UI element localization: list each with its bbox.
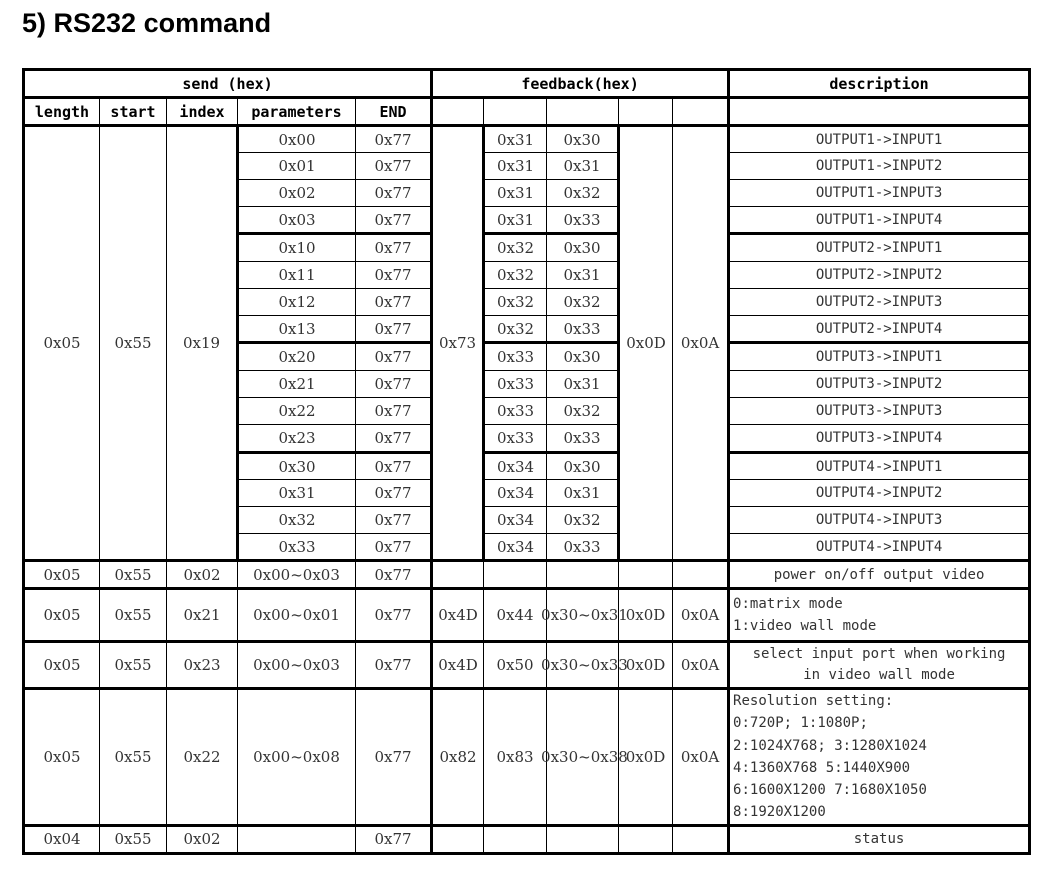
feedback-empty-cell (673, 561, 729, 589)
end-cell: 0x77 (356, 343, 432, 371)
feedback-byte-cell: 0x34 (484, 507, 547, 534)
feedback-byte-cell: 0x32 (547, 507, 619, 534)
rs232-command-table (22, 68, 1031, 855)
switch-row (24, 126, 1030, 153)
feedback-byte-cell: 0x33 (547, 534, 619, 561)
feedback-subheader-empty (673, 98, 729, 126)
end-cell: 0x77 (356, 642, 432, 689)
description-cell: OUTPUT1->INPUT4 (729, 207, 1030, 234)
description-cell: OUTPUT2->INPUT3 (729, 289, 1030, 316)
feedback-byte-cell: 0x32 (547, 398, 619, 425)
end-cell: 0x77 (356, 371, 432, 398)
parameter-cell: 0x33 (238, 534, 356, 561)
description-cell: OUTPUT1->INPUT1 (729, 126, 1030, 153)
description-line: 4:1360X768 5:1440X900 (733, 759, 911, 776)
feedback-byte-cell: 0x83 (484, 689, 547, 826)
feedback-range-cell: 0x30~0x31 (547, 589, 619, 642)
description-cell: OUTPUT2->INPUT1 (729, 234, 1030, 262)
parameter-cell: 0x12 (238, 289, 356, 316)
parameters-header: parameters (238, 98, 356, 126)
description-cell: OUTPUT4->INPUT4 (729, 534, 1030, 561)
feedback-byte-cell: 0x31 (547, 480, 619, 507)
description-cell: OUTPUT3->INPUT2 (729, 371, 1030, 398)
parameter-cell: 0x30 (238, 453, 356, 480)
feedback-lf-cell: 0x0A (673, 126, 729, 561)
feedback-cr-cell: 0x0D (619, 642, 673, 689)
index-header: index (167, 98, 238, 126)
length-cell: 0x05 (24, 589, 100, 642)
parameter-cell: 0x00 (238, 126, 356, 153)
parameter-cell: 0x10 (238, 234, 356, 262)
end-header: END (356, 98, 432, 126)
feedback-byte-cell: 0x32 (484, 316, 547, 343)
end-cell: 0x77 (356, 480, 432, 507)
feedback-byte-cell: 0x33 (484, 343, 547, 371)
parameter-cell: 0x02 (238, 180, 356, 207)
parameter-cell: 0x01 (238, 153, 356, 180)
parameter-cell: 0x22 (238, 398, 356, 425)
end-cell: 0x77 (356, 825, 432, 853)
feedback-byte-cell: 0x32 (484, 234, 547, 262)
feedback-subheader-empty (484, 98, 547, 126)
feedback-byte-cell: 0x31 (547, 262, 619, 289)
length-cell: 0x04 (24, 825, 100, 853)
feedback-header: feedback(hex) (432, 70, 729, 98)
index-cell: 0x19 (167, 126, 238, 561)
parameter-cell: 0x31 (238, 480, 356, 507)
video-wall-row (24, 642, 1030, 689)
parameter-cell: 0x00~0x01 (238, 589, 356, 642)
feedback-cr-cell: 0x0D (619, 589, 673, 642)
feedback-range-cell: 0x30~0x38 (547, 689, 619, 826)
parameter-cell: 0x21 (238, 371, 356, 398)
description-cell: OUTPUT2->INPUT4 (729, 316, 1030, 343)
parameter-cell: 0x20 (238, 343, 356, 371)
description-header: description (729, 70, 1030, 98)
parameter-cell: 0x32 (238, 507, 356, 534)
index-cell: 0x02 (167, 825, 238, 853)
status-row (24, 825, 1030, 853)
feedback-byte-cell: 0x50 (484, 642, 547, 689)
feedback-head-cell: 0x73 (432, 126, 484, 561)
feedback-empty-cell (619, 561, 673, 589)
end-cell: 0x77 (356, 398, 432, 425)
description-cell (729, 689, 1030, 826)
parameter-cell: 0x13 (238, 316, 356, 343)
matrix-mode-row (24, 589, 1030, 642)
feedback-lf-cell: 0x0A (673, 689, 729, 826)
feedback-byte-cell: 0x32 (484, 262, 547, 289)
feedback-byte-cell: 0x30 (547, 234, 619, 262)
end-cell: 0x77 (356, 180, 432, 207)
start-cell: 0x55 (100, 642, 167, 689)
start-cell: 0x55 (100, 561, 167, 589)
feedback-subheader-empty (547, 98, 619, 126)
feedback-byte-cell: 0x32 (547, 289, 619, 316)
feedback-range-cell: 0x30~0x33 (547, 642, 619, 689)
feedback-byte-cell: 0x82 (432, 689, 484, 826)
parameter-cell: 0x11 (238, 262, 356, 289)
feedback-byte-cell: 0x31 (484, 126, 547, 153)
end-cell: 0x77 (356, 289, 432, 316)
index-cell: 0x21 (167, 589, 238, 642)
description-line: select input port when working (752, 646, 1006, 662)
feedback-byte-cell: 0x33 (484, 371, 547, 398)
feedback-byte-cell: 0x32 (484, 289, 547, 316)
feedback-byte-cell: 0x4D (432, 589, 484, 642)
end-cell: 0x77 (356, 207, 432, 234)
description-cell (729, 589, 1030, 642)
description-cell: OUTPUT1->INPUT3 (729, 180, 1030, 207)
feedback-byte-cell: 0x33 (547, 425, 619, 453)
end-cell: 0x77 (356, 262, 432, 289)
feedback-byte-cell: 0x33 (484, 398, 547, 425)
feedback-cr-cell: 0x0D (619, 126, 673, 561)
feedback-lf-cell: 0x0A (673, 589, 729, 642)
feedback-byte-cell: 0x31 (484, 153, 547, 180)
parameter-cell: 0x23 (238, 425, 356, 453)
description-cell: OUTPUT4->INPUT2 (729, 480, 1030, 507)
feedback-subheader-empty (432, 98, 484, 126)
feedback-byte-cell: 0x31 (484, 207, 547, 234)
description-line: 1:video wall mode (733, 618, 877, 634)
start-cell: 0x55 (100, 825, 167, 853)
feedback-empty-cell (432, 561, 484, 589)
feedback-empty-cell (547, 561, 619, 589)
feedback-byte-cell: 0x30 (547, 453, 619, 480)
parameter-cell: 0x00~0x08 (238, 689, 356, 826)
start-cell: 0x55 (100, 589, 167, 642)
feedback-empty-cell (673, 825, 729, 853)
end-cell: 0x77 (356, 589, 432, 642)
feedback-byte-cell: 0x4D (432, 642, 484, 689)
feedback-empty-cell (432, 825, 484, 853)
end-cell: 0x77 (356, 153, 432, 180)
end-cell: 0x77 (356, 561, 432, 589)
feedback-byte-cell: 0x33 (547, 316, 619, 343)
feedback-byte-cell: 0x34 (484, 534, 547, 561)
start-cell: 0x55 (100, 126, 167, 561)
parameter-cell: 0x03 (238, 207, 356, 234)
description-line: in video wall mode (803, 667, 955, 683)
subheader-row (24, 98, 1030, 126)
description-cell: OUTPUT1->INPUT2 (729, 153, 1030, 180)
end-cell: 0x77 (356, 234, 432, 262)
index-cell: 0x22 (167, 689, 238, 826)
end-cell: 0x77 (356, 126, 432, 153)
length-cell: 0x05 (24, 689, 100, 826)
description-subheader-empty (729, 98, 1030, 126)
feedback-byte-cell: 0x34 (484, 480, 547, 507)
feedback-lf-cell: 0x0A (673, 642, 729, 689)
feedback-byte-cell: 0x33 (484, 425, 547, 453)
description-cell: OUTPUT2->INPUT2 (729, 262, 1030, 289)
send-header: send (hex) (24, 70, 432, 98)
length-cell: 0x05 (24, 126, 100, 561)
feedback-empty-cell (547, 825, 619, 853)
feedback-byte-cell: 0x31 (547, 153, 619, 180)
page-title: 5) RS232 command (22, 8, 272, 38)
power-row (24, 561, 1030, 589)
feedback-byte-cell: 0x33 (547, 207, 619, 234)
feedback-empty-cell (484, 561, 547, 589)
description-line: 2:1024X768; 3:1280X1024 (733, 737, 927, 754)
start-header: start (100, 98, 167, 126)
header-row (24, 70, 1030, 98)
parameter-cell: 0x00~0x03 (238, 561, 356, 589)
description-line: Resolution setting: (733, 693, 894, 709)
parameter-cell (238, 825, 356, 853)
feedback-byte-cell: 0x34 (484, 453, 547, 480)
end-cell: 0x77 (356, 534, 432, 561)
feedback-subheader-empty (619, 98, 673, 126)
index-cell: 0x23 (167, 642, 238, 689)
description-cell: status (729, 825, 1030, 853)
description-cell: OUTPUT3->INPUT1 (729, 343, 1030, 371)
description-cell (729, 642, 1030, 689)
start-cell: 0x55 (100, 689, 167, 826)
parameter-cell: 0x00~0x03 (238, 642, 356, 689)
description-line: 0:matrix mode (733, 596, 843, 612)
description-line: 6:1600X1200 7:1680X1050 (733, 782, 927, 799)
length-cell: 0x05 (24, 642, 100, 689)
description-cell: OUTPUT3->INPUT3 (729, 398, 1030, 425)
feedback-byte-cell: 0x30 (547, 126, 619, 153)
feedback-byte-cell: 0x31 (547, 371, 619, 398)
resolution-row (24, 689, 1030, 826)
description-cell: OUTPUT4->INPUT3 (729, 507, 1030, 534)
end-cell: 0x77 (356, 453, 432, 480)
feedback-empty-cell (484, 825, 547, 853)
length-cell: 0x05 (24, 561, 100, 589)
description-cell: power on/off output video (729, 561, 1030, 589)
feedback-byte-cell: 0x30 (547, 343, 619, 371)
end-cell: 0x77 (356, 425, 432, 453)
feedback-cr-cell: 0x0D (619, 689, 673, 826)
length-header: length (24, 98, 100, 126)
feedback-empty-cell (619, 825, 673, 853)
feedback-byte-cell: 0x31 (484, 180, 547, 207)
end-cell: 0x77 (356, 316, 432, 343)
description-cell: OUTPUT4->INPUT1 (729, 453, 1030, 480)
description-line: 8:1920X1200 (733, 804, 826, 821)
description-cell: OUTPUT3->INPUT4 (729, 425, 1030, 453)
feedback-byte-cell: 0x44 (484, 589, 547, 642)
end-cell: 0x77 (356, 689, 432, 826)
end-cell: 0x77 (356, 507, 432, 534)
index-cell: 0x02 (167, 561, 238, 589)
description-line: 0:720P; 1:1080P; (733, 715, 868, 732)
feedback-byte-cell: 0x32 (547, 180, 619, 207)
